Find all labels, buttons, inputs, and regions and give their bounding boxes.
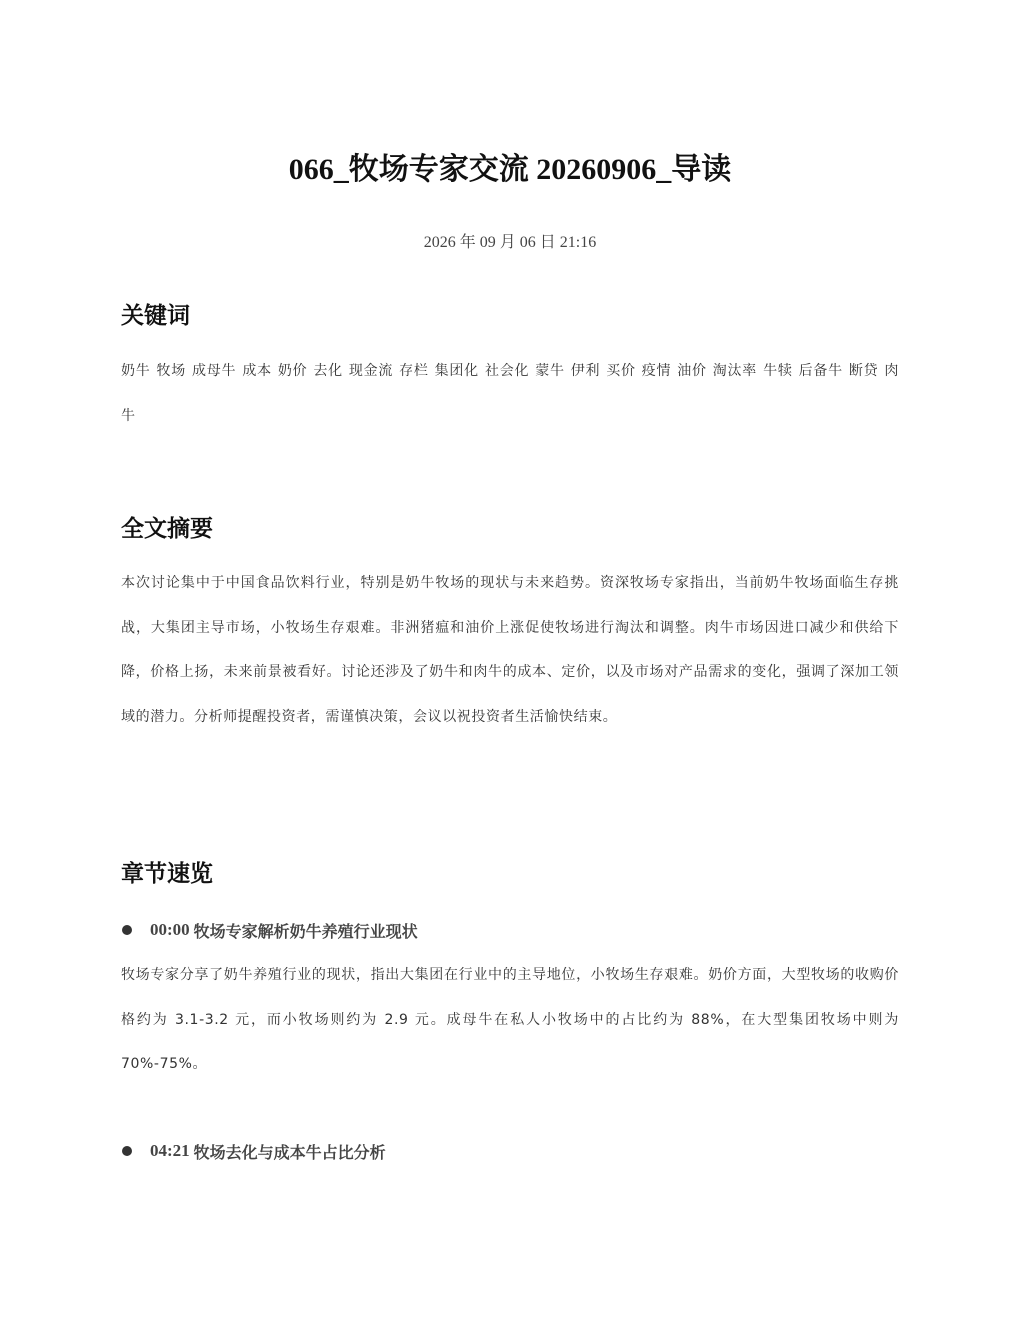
keywords-list bbox=[121, 349, 899, 438]
keyword-item: 成本 bbox=[242, 363, 272, 379]
keyword-item: 疫情 bbox=[641, 363, 672, 379]
chapter-title: 牧场专家解析奶牛养殖行业现状 bbox=[193, 921, 418, 941]
keyword-item: 淘汰率 bbox=[712, 363, 758, 379]
keyword-item: 现金流 bbox=[348, 363, 394, 379]
keyword-item: 社会化 bbox=[484, 363, 530, 379]
keyword-item: 牛犊 bbox=[763, 363, 793, 379]
keyword-item: 存栏 bbox=[399, 363, 429, 379]
document-datetime: 2026 年 09 月 06 日 21:16 bbox=[423, 234, 597, 251]
summary-heading: 全文摘要 bbox=[121, 516, 213, 542]
keyword-item: 去化 bbox=[313, 363, 343, 379]
summary-text: 本次讨论集中于中国食品饮料行业，特别是奶牛牧场的现状与未来趋势。资深牧场专家指出，当前奶牛牧场面临生存挑战，大集团主导市场，小牧场生存艰难。非洲猪瘟和油价上涨促使牧场进行淘汰和调整。肉牛市场因进口减少和供给下降，价格上扬，未来前景被看好。讨论还涉及了奶牛和肉牛的成本、定价，以及市场对产品需求的变化，强调了深加工领域的潜力。分析师提醒投资者，需谨慎决策，会议以祝投资者生活愉快结束。 bbox=[121, 575, 899, 725]
chapter-title: 牧场去化与成本牛占比分析 bbox=[193, 1142, 386, 1162]
bullet-icon bbox=[122, 1146, 132, 1156]
keyword-item: 买价 bbox=[606, 363, 636, 379]
keywords-heading: 关键词 bbox=[121, 303, 190, 329]
keyword-item: 奶牛 bbox=[121, 363, 151, 379]
chapter-item-1 bbox=[121, 1138, 386, 1164]
keyword-item: 集团化 bbox=[434, 363, 479, 379]
keyword-item: 成母牛 bbox=[192, 363, 237, 379]
chapter-item-0 bbox=[121, 917, 418, 943]
keyword-item: 后备牛 bbox=[798, 363, 843, 379]
keyword-item: 牧场 bbox=[156, 363, 187, 379]
bullet-icon bbox=[122, 925, 132, 935]
keyword-item: 肉牛 bbox=[121, 363, 899, 424]
chapter-time: 00:00 bbox=[150, 920, 190, 939]
keyword-item: 油价 bbox=[677, 363, 707, 379]
document-title: 066_牧场专家交流 20260906_导读 bbox=[288, 153, 732, 186]
chapter-time: 04:21 bbox=[150, 1141, 190, 1160]
keyword-item: 蒙牛 bbox=[535, 363, 565, 379]
keyword-item: 断贷 bbox=[848, 363, 879, 379]
chapter-description: 牧场专家分享了奶牛养殖行业的现状，指出大集团在行业中的主导地位，小牧场生存艰难。奶价方面，大型牧场的收购价格约为 3.1-3.2 元，而小牧场则约为 2.9 元。成母牛在私人小牧场中的占比约为 88%，在大型集团牧场中则为 70%-75%。 bbox=[121, 967, 899, 1072]
keyword-item: 伊利 bbox=[570, 363, 601, 379]
chapters-heading: 章节速览 bbox=[121, 861, 213, 887]
keyword-item: 奶价 bbox=[277, 363, 308, 379]
